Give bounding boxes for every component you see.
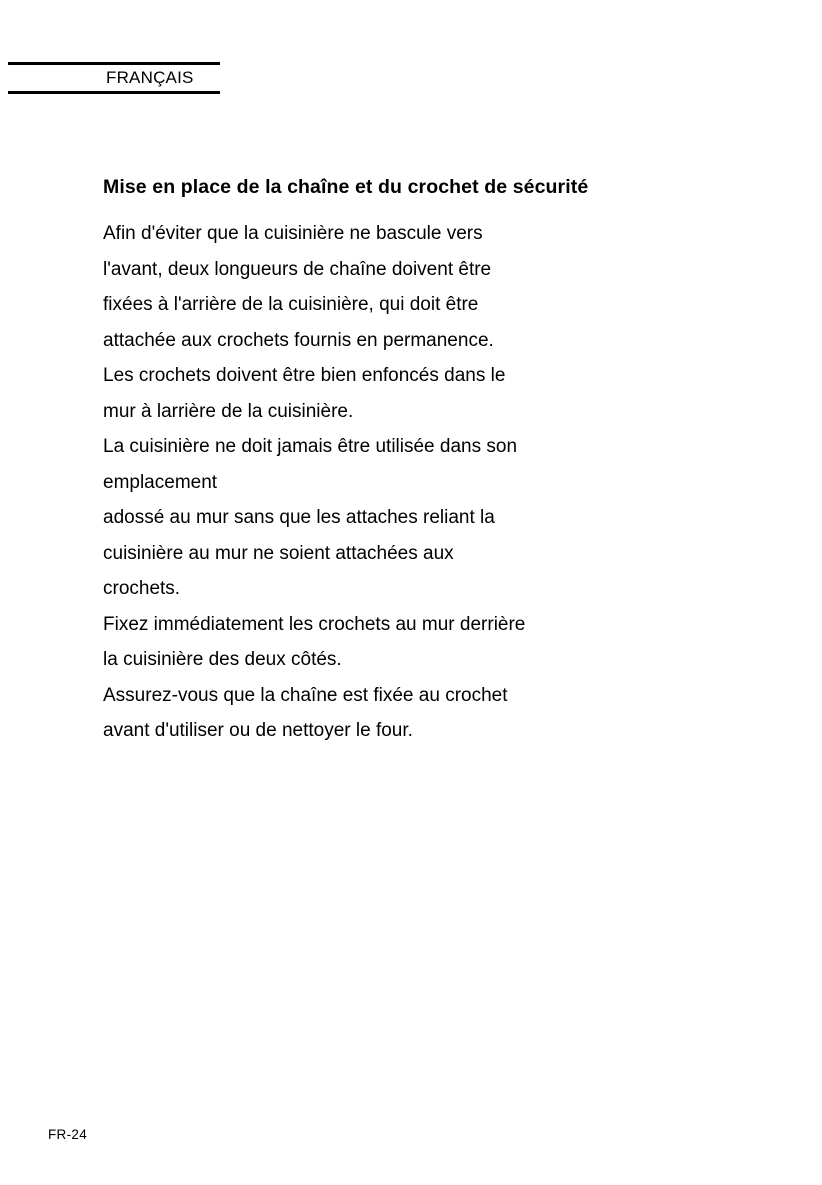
body-line: adossé au mur sans que les attaches reliant la bbox=[103, 507, 495, 528]
body-line: attachée aux crochets fournis en permanence. bbox=[103, 329, 494, 351]
body-line: l'avant, deux longueurs de chaîne doivent être bbox=[103, 258, 492, 280]
body-line: avant d'utiliser ou de nettoyer le four. bbox=[103, 720, 413, 741]
body-paragraph bbox=[103, 216, 693, 749]
header-rule-bottom bbox=[8, 91, 220, 94]
body-line: Fixez immédiatement les crochets au mur derrière bbox=[103, 613, 526, 635]
body-line: La cuisinière ne doit jamais être utilisée dans son bbox=[103, 436, 518, 457]
body-line: Les crochets doivent être bien enfoncés dans le bbox=[103, 365, 506, 386]
page-header bbox=[8, 62, 220, 94]
body-line: Afin d'éviter que la cuisinière ne bascule vers bbox=[103, 223, 483, 244]
body-line: la cuisinière des deux côtés. bbox=[103, 649, 342, 670]
body-line: Assurez-vous que la chaîne est fixée au crochet bbox=[103, 684, 508, 706]
language-label: FRANÇAIS bbox=[106, 68, 194, 87]
body-line: mur à larrière de la cuisinière. bbox=[103, 400, 354, 422]
page-number: FR-24 bbox=[48, 1127, 88, 1142]
body-line: crochets. bbox=[103, 578, 181, 599]
body-line: cuisinière au mur ne soient attachées aux bbox=[103, 542, 454, 564]
body-line: emplacement bbox=[103, 471, 218, 493]
section-title: Mise en place de la chaîne et du crochet de sécurité bbox=[103, 176, 589, 198]
body-line: fixées à l'arrière de la cuisinière, qui doit être bbox=[103, 294, 479, 315]
body-content bbox=[103, 172, 723, 749]
